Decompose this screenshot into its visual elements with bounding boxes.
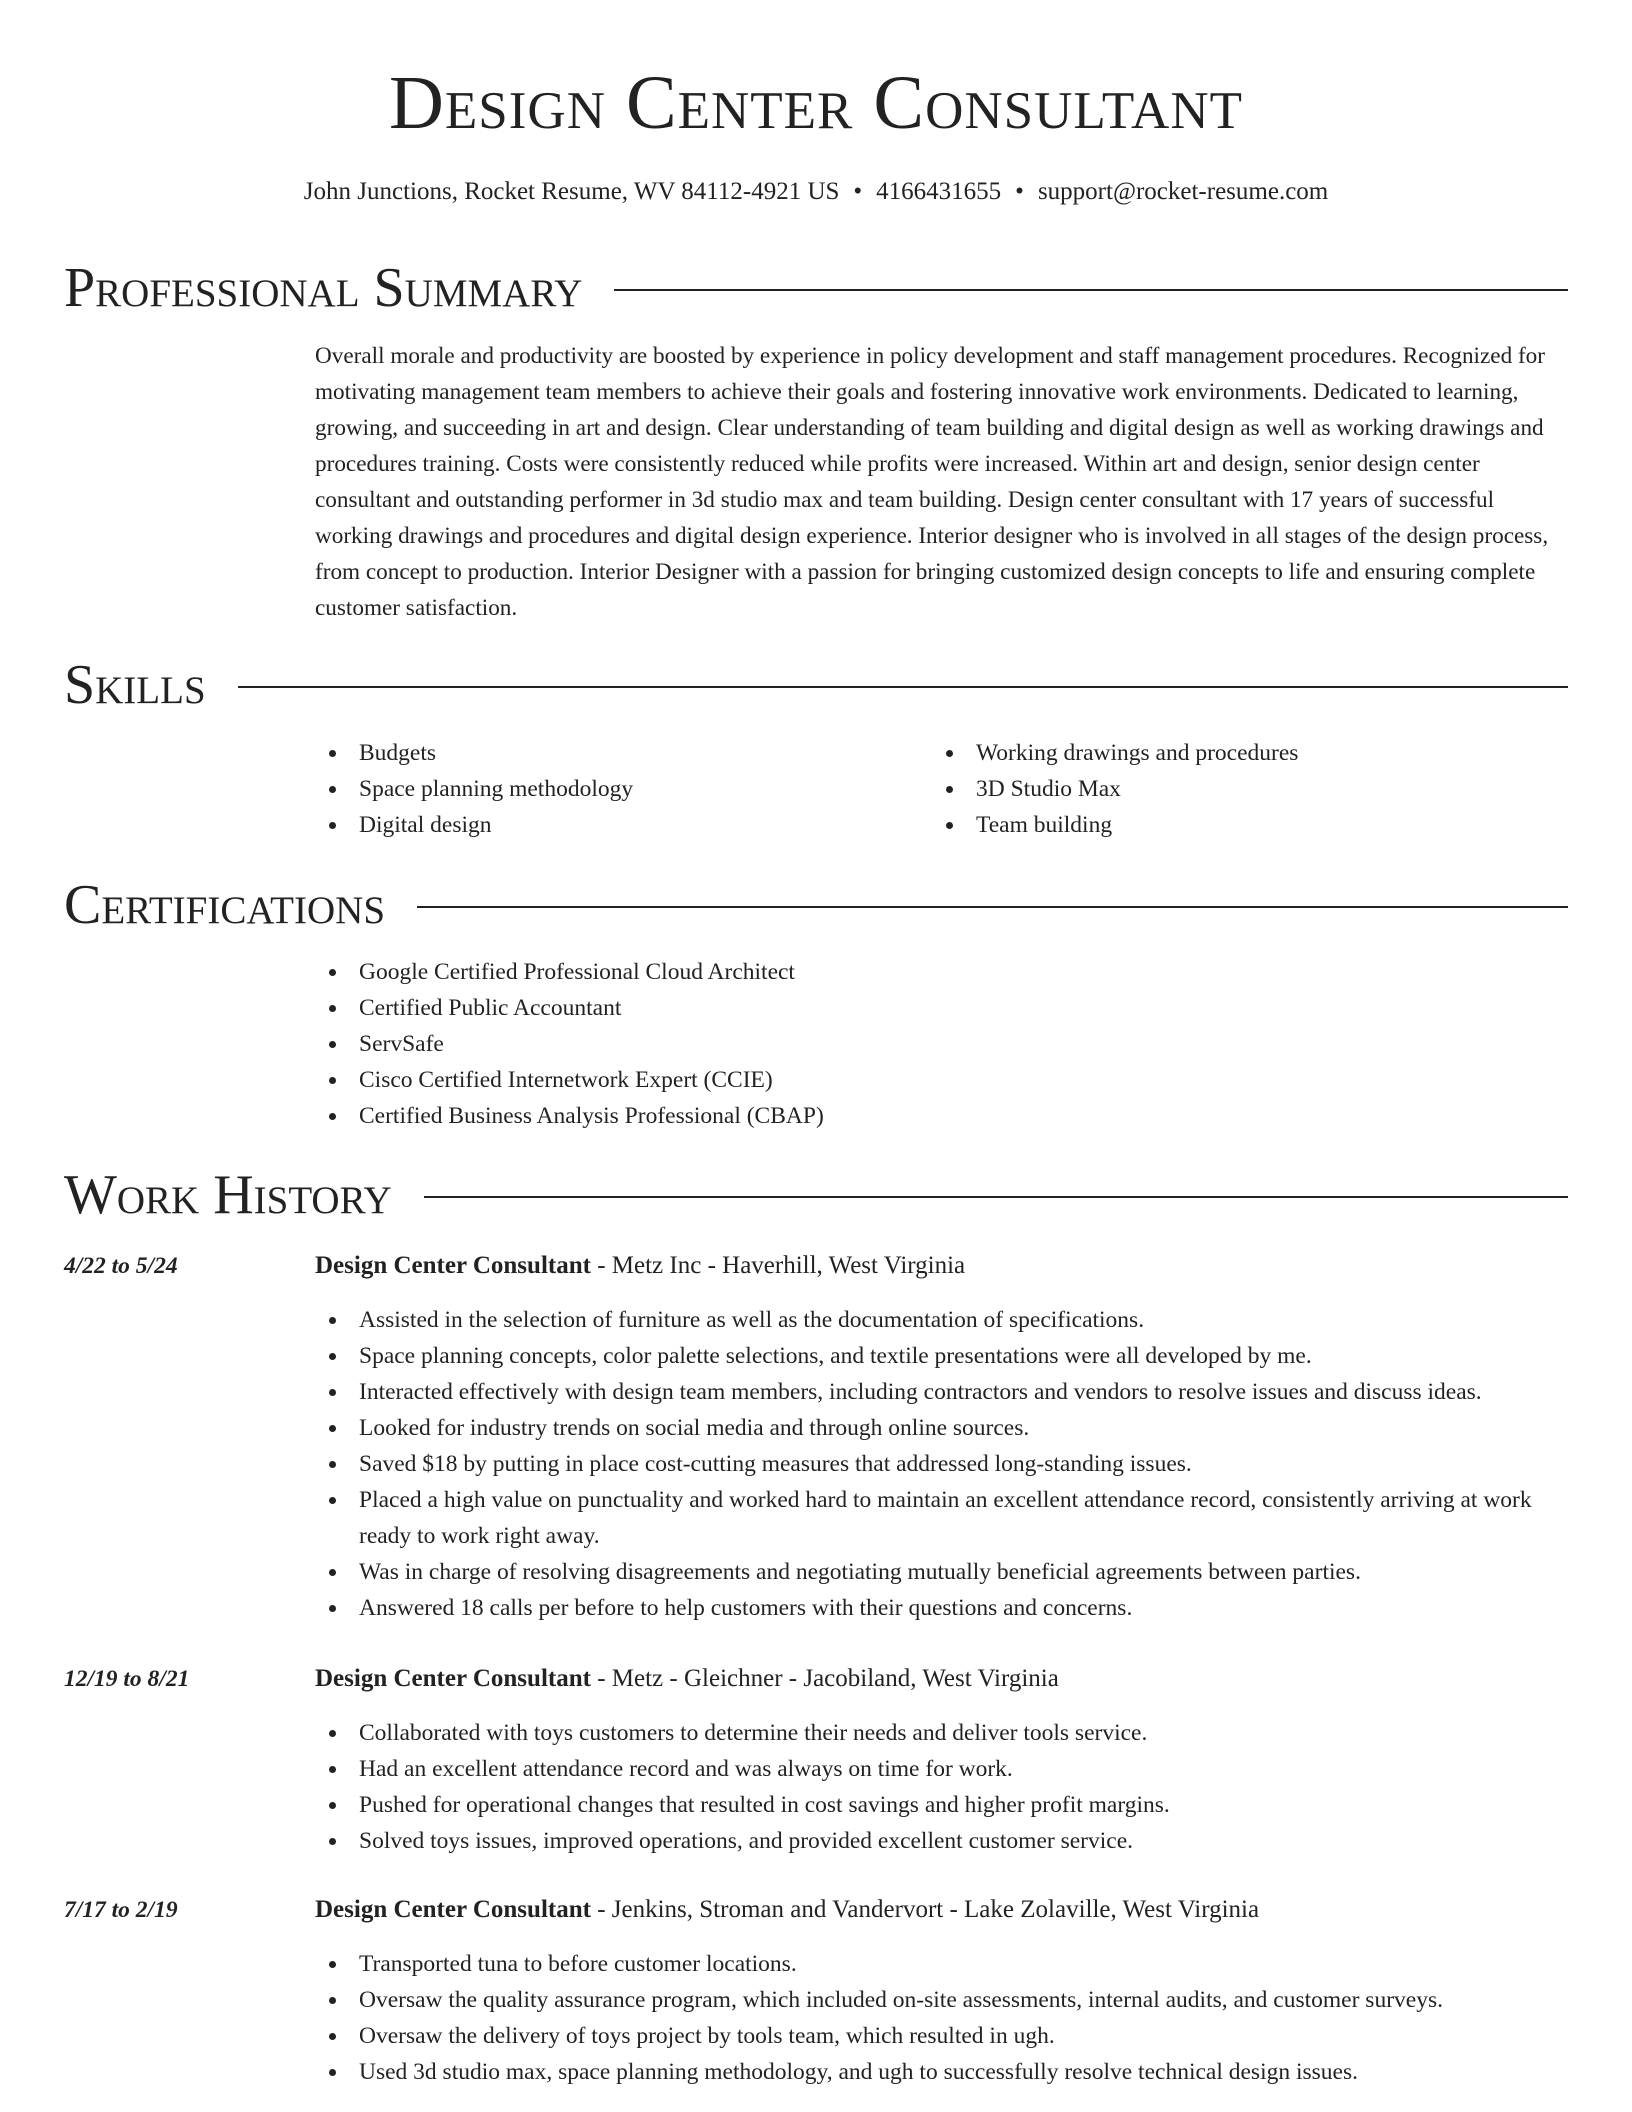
contact-address: John Junctions, Rocket Resume, WV 84112-4921 US xyxy=(303,178,840,205)
job-company: - Metz - Gleichner - Jacobiland, West Virginia xyxy=(590,1665,1059,1692)
section-work-history xyxy=(64,1163,1568,1227)
job-bullet: Transported tuna to before customer locations. xyxy=(315,1946,1568,1982)
section-title: Skills xyxy=(64,654,206,716)
contact-line xyxy=(0,174,1632,210)
skills-list-left xyxy=(315,735,915,843)
contact-email: support@rocket-resume.com xyxy=(1037,178,1329,205)
certification-item: ServSafe xyxy=(315,1026,1568,1062)
job-heading xyxy=(315,1248,965,1284)
job-bullet: Space planning concepts, color palette selections, and textile presentations were all developed by me. xyxy=(315,1338,1568,1374)
section-divider xyxy=(614,289,1568,291)
contact-separator: • xyxy=(853,178,863,205)
skill-item: 3D Studio Max xyxy=(932,771,1568,807)
job-bullets xyxy=(315,1302,1568,1626)
job-bullet: Collaborated with toys customers to determine their needs and deliver tools service. xyxy=(315,1715,1568,1751)
summary-paragraph: Overall morale and productivity are boosted by experience in policy development and staff management procedures. Recognized for motivating management team members to achieve their goals and fostering innovative work environments. Dedicated to learning, growing, and succeeding in art and design. Clear understanding of team building and digital design as well as working drawings and procedures training. Costs were consistently reduced while profits were increased. Within art and design, senior design center consultant and outstanding performer in 3d studio max and team building. Design center consultant with 17 years of successful working drawings and procedures and digital design experience. Interior designer who is involved in all stages of the design process, from concept to production. Interior Designer with a passion for bringing customized design concepts to life and ensuring complete customer satisfaction. xyxy=(315,343,1549,621)
job-heading xyxy=(315,1661,1059,1697)
job-bullet: Interacted effectively with design team members, including contractors and vendors to resolve issues and discuss ideas. xyxy=(315,1374,1568,1410)
skill-item: Space planning methodology xyxy=(315,771,915,807)
section-professional-summary xyxy=(64,256,1568,320)
job-bullet: Oversaw the delivery of toys project by tools team, which resulted in ugh. xyxy=(315,2018,1568,2054)
job-bullets xyxy=(315,1715,1568,1859)
section-divider xyxy=(238,686,1568,688)
job-bullet: Placed a high value on punctuality and worked hard to maintain an excellent attendance record, consistently arriving at work ready to work right away. xyxy=(315,1482,1568,1554)
certification-item: Certified Business Analysis Professional (CBAP) xyxy=(315,1098,1568,1134)
skill-item: Team building xyxy=(932,807,1568,843)
section-divider xyxy=(417,906,1568,908)
resume-name: Design Center Consultant xyxy=(389,61,1243,145)
section-skills xyxy=(64,653,1568,717)
job-bullets xyxy=(315,1946,1568,2090)
job-bullet: Pushed for operational changes that resulted in cost savings and higher profit margins. xyxy=(315,1787,1568,1823)
job-role: Design Center Consultant xyxy=(315,1665,591,1692)
job-company: - Metz Inc - Haverhill, West Virginia xyxy=(590,1252,966,1279)
job-role: Design Center Consultant xyxy=(315,1252,591,1279)
certification-item: Certified Public Accountant xyxy=(315,990,1568,1026)
job-bullet: Had an excellent attendance record and was always on time for work. xyxy=(315,1751,1568,1787)
certification-item: Google Certified Professional Cloud Architect xyxy=(315,954,1568,990)
job-bullet: Solved toys issues, improved operations, and provided excellent customer service. xyxy=(315,1823,1568,1859)
section-title: Professional Summary xyxy=(64,257,583,319)
section-divider xyxy=(424,1196,1568,1198)
job-dates: 4/22 to 5/24 xyxy=(64,1253,178,1279)
job-bullet: Looked for industry trends on social media and through online sources. xyxy=(315,1410,1568,1446)
job-bullet: Saved $18 by putting in place cost-cutting measures that addressed long-standing issues. xyxy=(315,1446,1568,1482)
section-certifications xyxy=(64,873,1568,937)
job-bullet: Oversaw the quality assurance program, which included on-site assessments, internal audits, and customer surveys. xyxy=(315,1982,1568,2018)
skill-item: Digital design xyxy=(315,807,915,843)
job-bullet: Used 3d studio max, space planning methodology, and ugh to successfully resolve technical design issues. xyxy=(315,2054,1568,2090)
job-bullet: Answered 18 calls per before to help customers with their questions and concerns. xyxy=(315,1590,1568,1626)
section-title: Work History xyxy=(64,1164,392,1226)
job-role: Design Center Consultant xyxy=(315,1896,591,1923)
skills-list-right xyxy=(932,735,1568,843)
job-bullet: Assisted in the selection of furniture as well as the documentation of specifications. xyxy=(315,1302,1568,1338)
job-company: - Jenkins, Stroman and Vandervort - Lake Zolaville, West Virginia xyxy=(590,1896,1260,1923)
contact-phone: 4166431655 xyxy=(876,178,1002,205)
contact-separator: • xyxy=(1015,178,1024,205)
skill-item: Budgets xyxy=(315,735,915,771)
job-dates: 12/19 to 8/21 xyxy=(64,1666,190,1692)
job-dates: 7/17 to 2/19 xyxy=(64,1897,178,1923)
skill-item: Working drawings and procedures xyxy=(932,735,1568,771)
section-title: Certifications xyxy=(64,874,386,936)
certifications-list xyxy=(315,954,1568,1134)
certification-item: Cisco Certified Internetwork Expert (CCIE) xyxy=(315,1062,1568,1098)
job-heading xyxy=(315,1892,1259,1928)
job-bullet: Was in charge of resolving disagreements and negotiating mutually beneficial agreements between parties. xyxy=(315,1554,1568,1590)
